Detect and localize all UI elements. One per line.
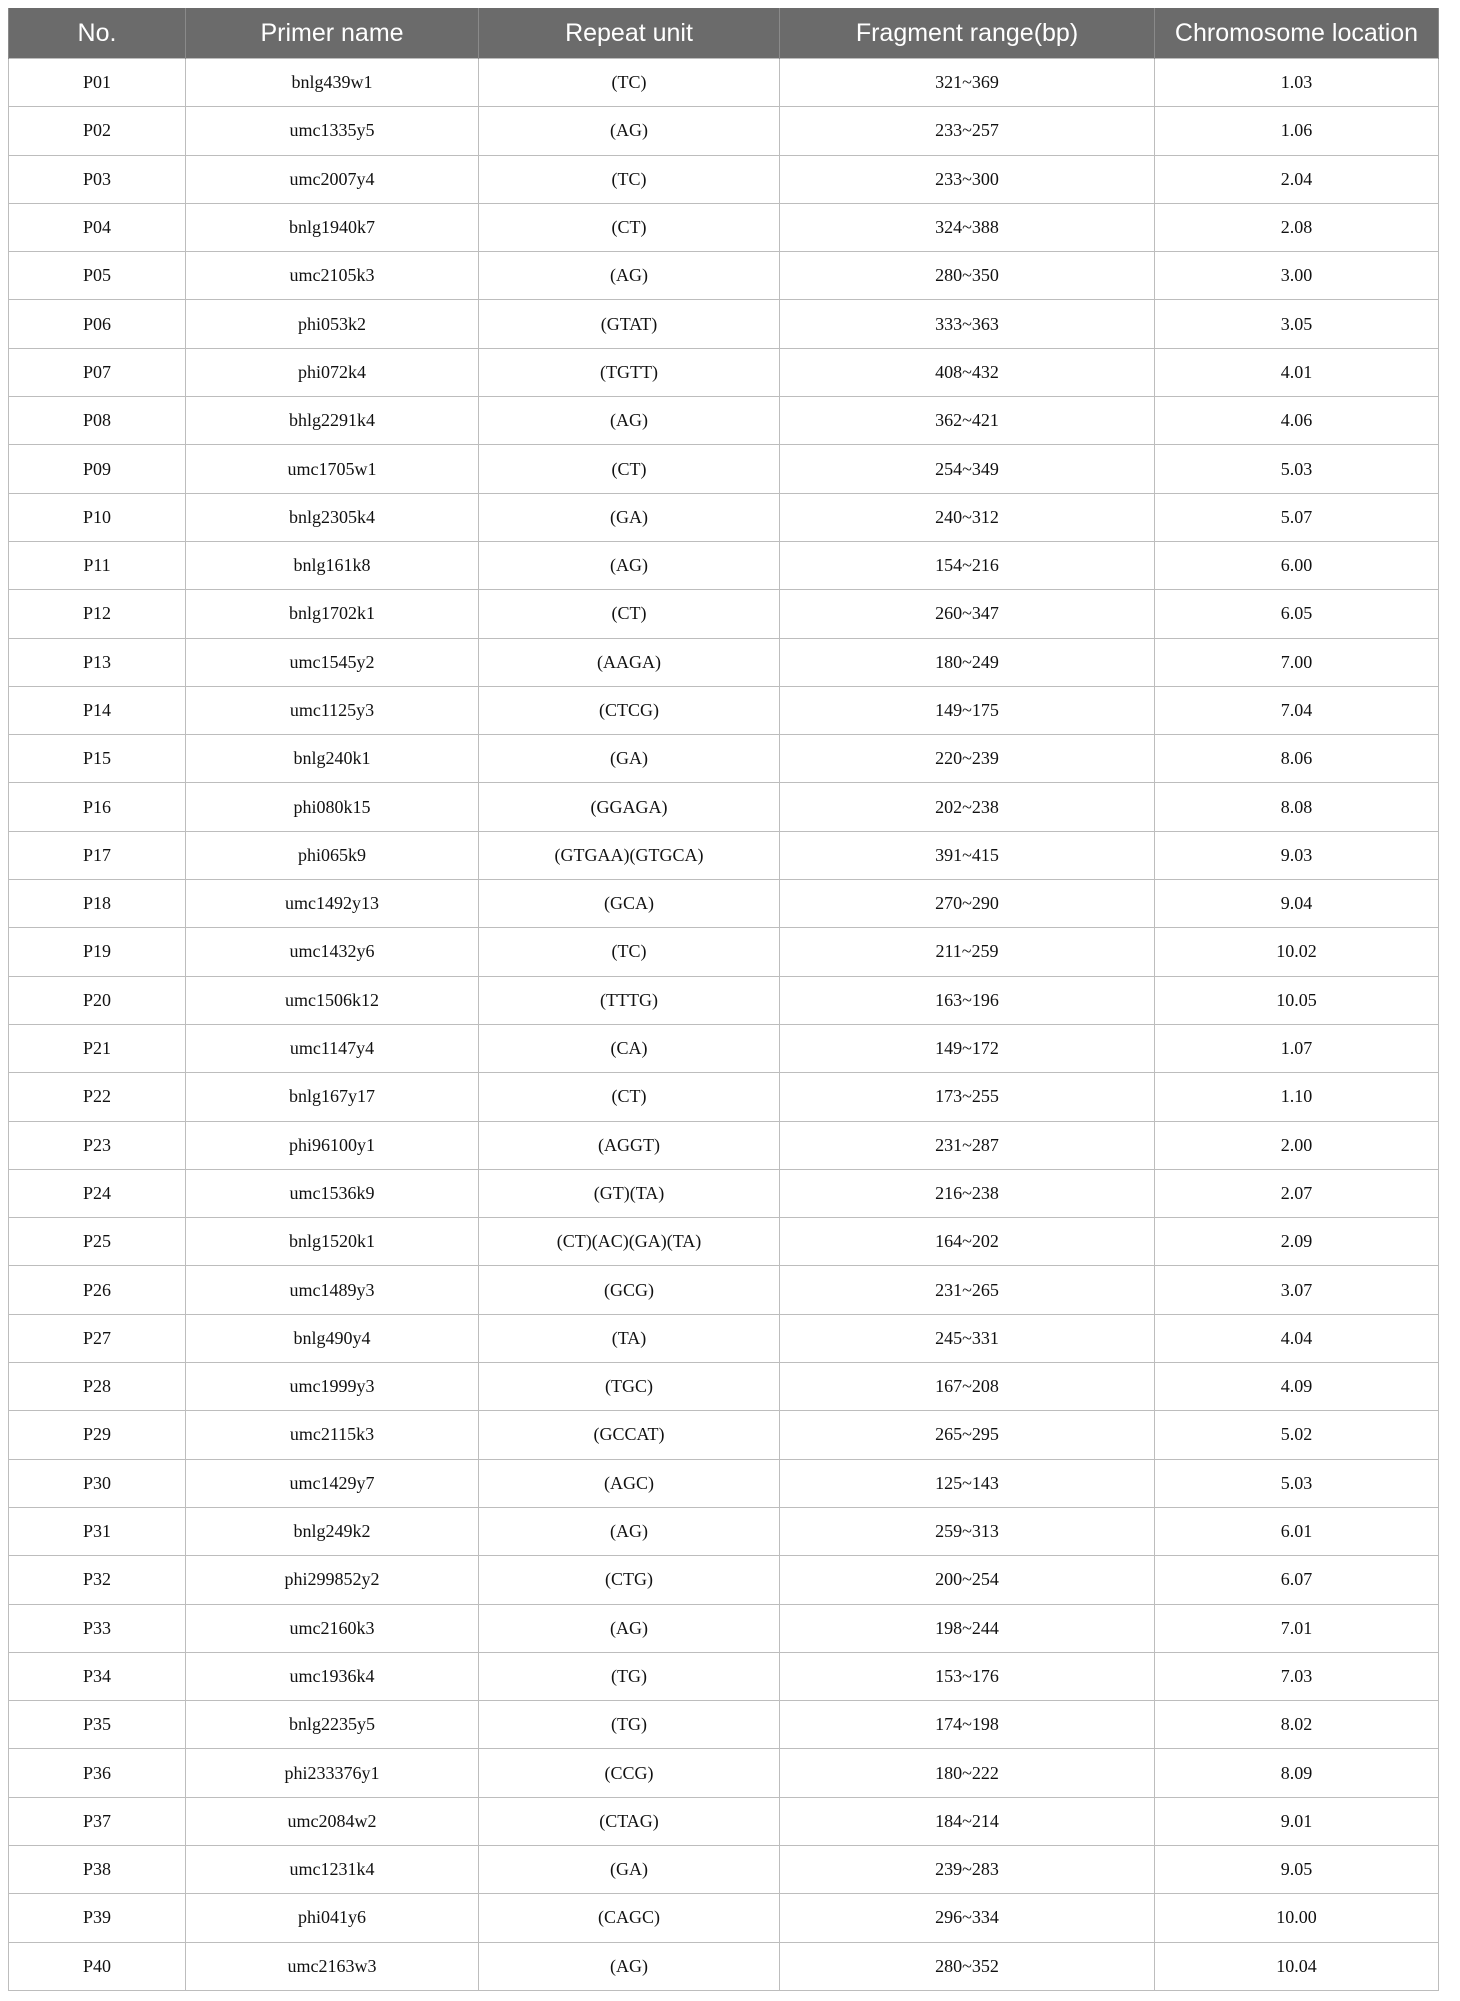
cell-chromosome-location: 7.00 [1155,638,1439,686]
cell-fragment-range: 260~347 [780,590,1155,638]
header-repeat-unit: Repeat unit [479,8,780,59]
cell-chromosome-location: 3.05 [1155,300,1439,348]
cell-chromosome-location: 6.01 [1155,1507,1439,1555]
cell-primer-name: bnlg167y17 [186,1073,479,1121]
cell-fragment-range: 280~352 [780,1942,1155,1990]
cell-chromosome-location: 2.00 [1155,1121,1439,1169]
table-row [9,1169,1439,1217]
cell-repeat-unit: (TGTT) [479,348,780,396]
cell-repeat-unit: (CCG) [479,1749,780,1797]
cell-primer-name: phi072k4 [186,348,479,396]
cell-fragment-range: 231~265 [780,1266,1155,1314]
cell-fragment-range: 180~249 [780,638,1155,686]
cell-chromosome-location: 10.05 [1155,976,1439,1024]
cell-primer-name: bnlg490y4 [186,1314,479,1362]
cell-primer-name: bnlg1702k1 [186,590,479,638]
cell-chromosome-location: 1.03 [1155,59,1439,107]
cell-chromosome-location: 9.03 [1155,831,1439,879]
cell-repeat-unit: (TC) [479,59,780,107]
cell-no: P35 [9,1701,186,1749]
cell-no: P07 [9,348,186,396]
cell-primer-name: phi065k9 [186,831,479,879]
cell-chromosome-location: 4.09 [1155,1363,1439,1411]
cell-chromosome-location: 10.02 [1155,928,1439,976]
cell-primer-name: phi233376y1 [186,1749,479,1797]
cell-repeat-unit: (TGC) [479,1363,780,1411]
cell-chromosome-location: 1.07 [1155,1024,1439,1072]
table-row [9,831,1439,879]
table-row [9,976,1439,1024]
table-row [9,1556,1439,1604]
cell-repeat-unit: (AGGT) [479,1121,780,1169]
table-row [9,1121,1439,1169]
table-row [9,1797,1439,1845]
cell-chromosome-location: 8.09 [1155,1749,1439,1797]
cell-fragment-range: 324~388 [780,203,1155,251]
cell-no: P37 [9,1797,186,1845]
cell-primer-name: umc1432y6 [186,928,479,976]
cell-repeat-unit: (TG) [479,1701,780,1749]
cell-primer-name: umc2105k3 [186,252,479,300]
cell-primer-name: umc1936k4 [186,1652,479,1700]
table-row [9,1073,1439,1121]
cell-primer-name: phi041y6 [186,1894,479,1942]
cell-fragment-range: 233~257 [780,107,1155,155]
cell-fragment-range: 163~196 [780,976,1155,1024]
cell-repeat-unit: (GA) [479,493,780,541]
cell-primer-name: umc1705w1 [186,445,479,493]
cell-fragment-range: 184~214 [780,1797,1155,1845]
cell-no: P16 [9,783,186,831]
table-header [9,8,1439,59]
cell-repeat-unit: (TA) [479,1314,780,1362]
cell-no: P05 [9,252,186,300]
cell-fragment-range: 270~290 [780,880,1155,928]
cell-no: P31 [9,1507,186,1555]
cell-fragment-range: 167~208 [780,1363,1155,1411]
cell-primer-name: umc1545y2 [186,638,479,686]
cell-no: P10 [9,493,186,541]
cell-chromosome-location: 8.06 [1155,735,1439,783]
cell-repeat-unit: (AG) [479,1507,780,1555]
table-row [9,155,1439,203]
cell-chromosome-location: 5.07 [1155,493,1439,541]
cell-no: P40 [9,1942,186,1990]
cell-fragment-range: 239~283 [780,1845,1155,1893]
table-row [9,686,1439,734]
cell-repeat-unit: (AGC) [479,1459,780,1507]
cell-fragment-range: 149~172 [780,1024,1155,1072]
cell-no: P28 [9,1363,186,1411]
cell-no: P11 [9,541,186,589]
table-row [9,1701,1439,1749]
cell-chromosome-location: 6.00 [1155,541,1439,589]
cell-repeat-unit: (CT) [479,590,780,638]
cell-primer-name: umc1999y3 [186,1363,479,1411]
cell-chromosome-location: 10.04 [1155,1942,1439,1990]
cell-repeat-unit: (GGAGA) [479,783,780,831]
cell-repeat-unit: (AG) [479,1942,780,1990]
cell-fragment-range: 254~349 [780,445,1155,493]
cell-chromosome-location: 3.00 [1155,252,1439,300]
cell-no: P39 [9,1894,186,1942]
cell-primer-name: umc1147y4 [186,1024,479,1072]
cell-primer-name: bnlg2305k4 [186,493,479,541]
cell-repeat-unit: (GT)(TA) [479,1169,780,1217]
cell-chromosome-location: 2.04 [1155,155,1439,203]
cell-repeat-unit: (TC) [479,155,780,203]
cell-no: P02 [9,107,186,155]
cell-fragment-range: 280~350 [780,252,1155,300]
cell-no: P26 [9,1266,186,1314]
cell-repeat-unit: (AAGA) [479,638,780,686]
cell-chromosome-location: 2.07 [1155,1169,1439,1217]
cell-fragment-range: 321~369 [780,59,1155,107]
table-body [9,59,1439,1991]
cell-primer-name: umc2163w3 [186,1942,479,1990]
header-fragment-range: Fragment range(bp) [780,8,1155,59]
table-row [9,493,1439,541]
cell-primer-name: bhlg2291k4 [186,397,479,445]
cell-repeat-unit: (CT) [479,445,780,493]
cell-primer-name: bnlg1940k7 [186,203,479,251]
cell-repeat-unit: (CT) [479,203,780,251]
cell-primer-name: bnlg161k8 [186,541,479,589]
cell-chromosome-location: 8.02 [1155,1701,1439,1749]
cell-chromosome-location: 1.10 [1155,1073,1439,1121]
cell-fragment-range: 296~334 [780,1894,1155,1942]
cell-fragment-range: 180~222 [780,1749,1155,1797]
cell-primer-name: bnlg249k2 [186,1507,479,1555]
cell-no: P23 [9,1121,186,1169]
cell-repeat-unit: (GCA) [479,880,780,928]
cell-fragment-range: 211~259 [780,928,1155,976]
table-row [9,1266,1439,1314]
table-row [9,783,1439,831]
table-row [9,541,1439,589]
cell-repeat-unit: (GA) [479,735,780,783]
header-no: No. [9,8,186,59]
cell-fragment-range: 259~313 [780,1507,1155,1555]
table-row [9,1411,1439,1459]
header-chromosome-location: Chromosome location [1155,8,1439,59]
cell-repeat-unit: (GCCAT) [479,1411,780,1459]
cell-no: P21 [9,1024,186,1072]
table-row [9,1652,1439,1700]
cell-no: P27 [9,1314,186,1362]
cell-repeat-unit: (GTGAA)(GTGCA) [479,831,780,879]
cell-repeat-unit: (CA) [479,1024,780,1072]
cell-no: P06 [9,300,186,348]
cell-no: P14 [9,686,186,734]
cell-primer-name: umc2007y4 [186,155,479,203]
cell-primer-name: phi080k15 [186,783,479,831]
cell-chromosome-location: 8.08 [1155,783,1439,831]
cell-no: P04 [9,203,186,251]
cell-chromosome-location: 6.05 [1155,590,1439,638]
cell-repeat-unit: (AG) [479,541,780,589]
cell-fragment-range: 202~238 [780,783,1155,831]
cell-chromosome-location: 7.03 [1155,1652,1439,1700]
table-row [9,107,1439,155]
cell-repeat-unit: (TG) [479,1652,780,1700]
cell-primer-name: phi053k2 [186,300,479,348]
table-row [9,397,1439,445]
cell-primer-name: umc1506k12 [186,976,479,1024]
cell-no: P33 [9,1604,186,1652]
cell-no: P12 [9,590,186,638]
header-row [9,8,1439,59]
table-row [9,590,1439,638]
cell-chromosome-location: 9.01 [1155,1797,1439,1845]
table-row [9,252,1439,300]
cell-fragment-range: 216~238 [780,1169,1155,1217]
cell-primer-name: umc1335y5 [186,107,479,155]
cell-primer-name: bnlg2235y5 [186,1701,479,1749]
table-row [9,203,1439,251]
cell-fragment-range: 391~415 [780,831,1155,879]
cell-fragment-range: 233~300 [780,155,1155,203]
cell-primer-name: umc2084w2 [186,1797,479,1845]
cell-no: P01 [9,59,186,107]
table-row [9,1459,1439,1507]
table-row [9,880,1439,928]
cell-repeat-unit: (CTAG) [479,1797,780,1845]
cell-no: P03 [9,155,186,203]
table-row [9,638,1439,686]
cell-primer-name: bnlg1520k1 [186,1218,479,1266]
cell-fragment-range: 200~254 [780,1556,1155,1604]
cell-no: P08 [9,397,186,445]
cell-chromosome-location: 4.06 [1155,397,1439,445]
cell-no: P19 [9,928,186,976]
cell-repeat-unit: (AG) [479,1604,780,1652]
cell-fragment-range: 240~312 [780,493,1155,541]
cell-primer-name: umc2115k3 [186,1411,479,1459]
cell-no: P38 [9,1845,186,1893]
table-row [9,1314,1439,1362]
table-row [9,1749,1439,1797]
cell-chromosome-location: 5.03 [1155,445,1439,493]
cell-chromosome-location: 7.04 [1155,686,1439,734]
primer-table [8,8,1439,1991]
cell-fragment-range: 265~295 [780,1411,1155,1459]
table-row [9,445,1439,493]
cell-repeat-unit: (GCG) [479,1266,780,1314]
table-row [9,1218,1439,1266]
cell-no: P17 [9,831,186,879]
cell-primer-name: umc1429y7 [186,1459,479,1507]
cell-fragment-range: 362~421 [780,397,1155,445]
cell-primer-name: umc2160k3 [186,1604,479,1652]
cell-chromosome-location: 10.00 [1155,1894,1439,1942]
cell-no: P15 [9,735,186,783]
table-row [9,1024,1439,1072]
cell-repeat-unit: (CAGC) [479,1894,780,1942]
cell-fragment-range: 154~216 [780,541,1155,589]
table-row [9,1604,1439,1652]
table-row [9,1845,1439,1893]
cell-repeat-unit: (CTCG) [479,686,780,734]
cell-chromosome-location: 7.01 [1155,1604,1439,1652]
cell-no: P36 [9,1749,186,1797]
cell-primer-name: umc1489y3 [186,1266,479,1314]
cell-repeat-unit: (CTG) [479,1556,780,1604]
cell-repeat-unit: (TC) [479,928,780,976]
cell-primer-name: umc1231k4 [186,1845,479,1893]
cell-fragment-range: 149~175 [780,686,1155,734]
table-row [9,1363,1439,1411]
cell-fragment-range: 173~255 [780,1073,1155,1121]
cell-no: P30 [9,1459,186,1507]
cell-fragment-range: 164~202 [780,1218,1155,1266]
cell-fragment-range: 198~244 [780,1604,1155,1652]
cell-fragment-range: 333~363 [780,300,1155,348]
cell-chromosome-location: 9.05 [1155,1845,1439,1893]
table-row [9,1507,1439,1555]
cell-primer-name: umc1125y3 [186,686,479,734]
cell-fragment-range: 125~143 [780,1459,1155,1507]
cell-fragment-range: 220~239 [780,735,1155,783]
cell-chromosome-location: 4.04 [1155,1314,1439,1362]
cell-repeat-unit: (AG) [479,107,780,155]
cell-chromosome-location: 5.02 [1155,1411,1439,1459]
cell-fragment-range: 408~432 [780,348,1155,396]
cell-repeat-unit: (GTAT) [479,300,780,348]
cell-no: P20 [9,976,186,1024]
cell-no: P24 [9,1169,186,1217]
cell-primer-name: phi299852y2 [186,1556,479,1604]
cell-chromosome-location: 1.06 [1155,107,1439,155]
cell-no: P29 [9,1411,186,1459]
table-row [9,928,1439,976]
cell-chromosome-location: 2.08 [1155,203,1439,251]
table-row [9,1942,1439,1990]
cell-no: P13 [9,638,186,686]
cell-repeat-unit: (AG) [479,397,780,445]
cell-fragment-range: 245~331 [780,1314,1155,1362]
header-primer-name: Primer name [186,8,479,59]
cell-repeat-unit: (CT) [479,1073,780,1121]
cell-chromosome-location: 4.01 [1155,348,1439,396]
cell-primer-name: umc1536k9 [186,1169,479,1217]
cell-chromosome-location: 9.04 [1155,880,1439,928]
cell-no: P22 [9,1073,186,1121]
cell-repeat-unit: (AG) [479,252,780,300]
cell-fragment-range: 153~176 [780,1652,1155,1700]
cell-primer-name: bnlg240k1 [186,735,479,783]
cell-chromosome-location: 5.03 [1155,1459,1439,1507]
cell-no: P09 [9,445,186,493]
table-row [9,300,1439,348]
cell-chromosome-location: 3.07 [1155,1266,1439,1314]
table-row [9,348,1439,396]
primer-table-container [8,8,1438,1991]
cell-no: P18 [9,880,186,928]
cell-fragment-range: 231~287 [780,1121,1155,1169]
cell-no: P25 [9,1218,186,1266]
cell-primer-name: umc1492y13 [186,880,479,928]
cell-chromosome-location: 2.09 [1155,1218,1439,1266]
cell-no: P34 [9,1652,186,1700]
cell-primer-name: phi96100y1 [186,1121,479,1169]
cell-chromosome-location: 6.07 [1155,1556,1439,1604]
cell-repeat-unit: (GA) [479,1845,780,1893]
cell-repeat-unit: (TTTG) [479,976,780,1024]
table-row [9,735,1439,783]
cell-primer-name: bnlg439w1 [186,59,479,107]
cell-no: P32 [9,1556,186,1604]
table-row [9,59,1439,107]
cell-fragment-range: 174~198 [780,1701,1155,1749]
table-row [9,1894,1439,1942]
cell-repeat-unit: (CT)(AC)(GA)(TA) [479,1218,780,1266]
